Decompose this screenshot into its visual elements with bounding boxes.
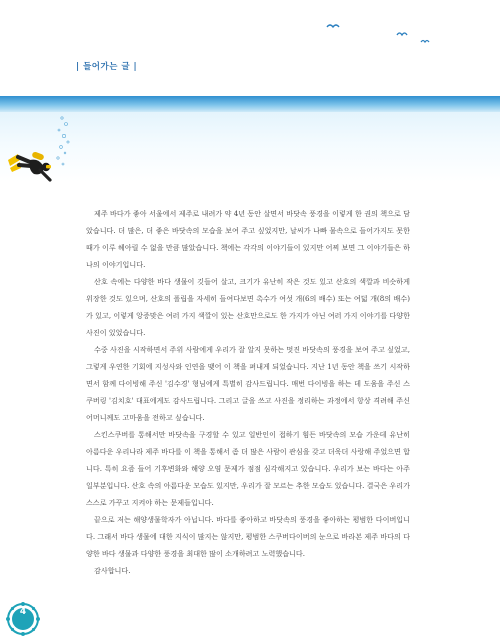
preface-body — [86, 205, 410, 579]
page-number: 4 — [19, 607, 27, 617]
signoff: 감사합니다. — [94, 566, 131, 575]
seagull-icon — [420, 38, 430, 44]
sky-background — [0, 0, 500, 100]
section-header: | 들어가는 글 | — [76, 62, 138, 72]
diving-helmet-icon — [2, 600, 42, 640]
sea-surface — [0, 96, 500, 112]
paragraph: 끝으로 저는 해양생물학자가 아닙니다. 바다를 좋아하고 바닷속의 풍경을 좋아하는 평범한 다이버입니다. 그래서 바다 생물에 대한 지식이 많지는 않지만, 평범한 스쿠버다이버의 눈으로 바라본 제주 바다의 다양한 바다 생물과 다양한 풍경을 최대한 많이 소개하려고 노력했습니다. — [86, 515, 410, 558]
seagull-icon — [396, 30, 408, 37]
paragraph: 스킨스쿠버를 통해서만 바닷속을 구경할 수 있고 일반인이 접하기 힘든 바닷속의 모습 가운데 유난히 아름다운 우리나라 제주 바다를 이 책을 통해서 좀 더 많은 사람이 관심을 갖고 더욱더 사랑해 주었으면 합니다. 특히 요즘 들어 기후변화와 해양 오염 문제가 점점 심각해지고 있습니다. 우리가 보는 바다는 아주 일부분입니다. 산호 속의 아름다운 모습도 있지만, 우리가 잘 모르는 추한 모습도 있습니다. 결국은 우리가 스스로 가꾸고 지켜야 하는 문제들입니다. — [86, 430, 410, 507]
paragraph: 산호 속에는 다양한 바다 생물이 깃들어 살고, 크기가 유난히 작은 것도 있고 산호의 색깔과 비슷하게 위장한 것도 있으며, 산호의 폴립을 자세히 들여다보면 촉수가 여섯 개(6의 배수) 또는 여덟 개(8의 배수)가 있고, 이렇게 앙증맞은 여러 가지 색깔이 있는 산호만으로도 한 가지가 아닌 여러 가지 이야기를 다양한 사진이 있었습니다. — [86, 277, 410, 337]
paragraph: 제주 바다가 좋아 서울에서 제주로 내려가 약 4년 동안 살면서 바닷속 풍경을 이렇게 한 권의 책으로 담았습니다. 더 많은, 더 좋은 바닷속의 모습을 보여 주고 싶었지만, 날씨가 나빠 물속으로 들어가지도 못한 때가 이루 헤아릴 수 없을 만큼 많았습니다. 책에는 각각의 이야기들이 있지만 어찌 보면 그 이야기들은 하나의 이야기입니다. — [86, 209, 410, 269]
scuba-diver-icon — [6, 138, 62, 190]
paragraph: 수중 사진을 시작하면서 주위 사람에게 우리가 잘 알지 못하는 멋진 바닷속의 풍경을 보여 주고 싶었고, 그렇게 우연한 기회에 지성사와 인연을 맺어 이 책을 펴내게 되었습니다. 지난 1년 동안 책을 쓰기 시작하면서 함께 다이빙해 주신 '김수경' 형님에게 특별히 감사드립니다. 매번 다이빙을 하는 데 도움을 주신 스쿠버링 '김치호' 대표에게도 감사드립니다. 그리고 글을 쓰고 사진을 정리하는 과정에서 항상 격려해 주신 어머니께도 고마움을 전하고 싶습니다. — [86, 345, 410, 422]
seagull-icon — [326, 22, 340, 30]
